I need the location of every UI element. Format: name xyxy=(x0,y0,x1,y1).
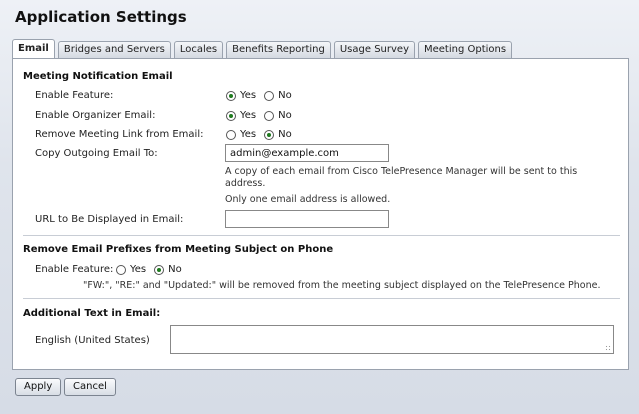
tab-email[interactable]: Email xyxy=(12,39,55,58)
prefixes-enable-radio-group xyxy=(116,264,190,275)
settings-panel xyxy=(12,58,629,370)
remove-link-label: Remove Meeting Link from Email: xyxy=(35,129,204,140)
prefixes-help-text: "FW:", "RE:" and "Updated:" will be removed from the meeting subject displayed on the TelePresence Phone. xyxy=(83,280,601,291)
tab-bridges-and-servers[interactable]: Bridges and Servers xyxy=(58,41,171,58)
apply-button[interactable]: Apply xyxy=(15,378,61,396)
copy-to-email-input[interactable] xyxy=(225,144,389,162)
enable-feature-yes-radio[interactable] xyxy=(226,91,236,101)
prefixes-enable-no-label: No xyxy=(168,264,182,275)
tab-meeting-options[interactable]: Meeting Options xyxy=(418,41,512,58)
prefixes-enable-no-radio[interactable] xyxy=(154,265,164,275)
resize-grip-icon[interactable] xyxy=(605,345,611,351)
remove-link-yes-label: Yes xyxy=(240,129,257,140)
page-title: Application Settings xyxy=(15,8,187,26)
section-divider xyxy=(23,235,620,236)
cancel-button[interactable]: Cancel xyxy=(64,378,116,396)
enable-organizer-no-label: No xyxy=(278,110,292,121)
copy-to-label: Copy Outgoing Email To: xyxy=(35,148,158,159)
section-title-meeting-notification: Meeting Notification Email xyxy=(23,71,173,82)
url-label: URL to Be Displayed in Email: xyxy=(35,214,184,225)
tab-locales[interactable]: Locales xyxy=(174,41,223,58)
url-input[interactable] xyxy=(225,210,389,228)
prefixes-enable-feature-label: Enable Feature: xyxy=(35,264,114,275)
remove-link-radio-group xyxy=(226,129,300,140)
prefixes-enable-yes-label: Yes xyxy=(130,264,147,275)
enable-feature-radio-group xyxy=(226,90,300,101)
enable-organizer-yes-radio[interactable] xyxy=(226,111,236,121)
tab-benefits-reporting[interactable]: Benefits Reporting xyxy=(226,41,331,58)
remove-link-no-label: No xyxy=(278,129,292,140)
copy-to-help-line-3: Only one email address is allowed. xyxy=(225,194,391,205)
enable-organizer-no-radio[interactable] xyxy=(264,111,274,121)
enable-organizer-yes-label: Yes xyxy=(240,110,257,121)
enable-feature-no-radio[interactable] xyxy=(264,91,274,101)
enable-organizer-radio-group xyxy=(226,110,300,121)
copy-to-help-line-1: A copy of each email from Cisco TelePresence Manager will be sent to this xyxy=(225,166,578,177)
locale-label: English (United States) xyxy=(35,335,150,346)
enable-feature-no-label: No xyxy=(278,90,292,101)
copy-to-help-line-2: address. xyxy=(225,178,266,189)
additional-text-area[interactable] xyxy=(170,325,614,354)
remove-link-yes-radio[interactable] xyxy=(226,130,236,140)
prefixes-enable-yes-radio[interactable] xyxy=(116,265,126,275)
section-divider xyxy=(23,298,620,299)
tab-bar xyxy=(12,40,515,58)
section-title-remove-prefixes: Remove Email Prefixes from Meeting Subject on Phone xyxy=(23,244,334,255)
tab-usage-survey[interactable]: Usage Survey xyxy=(334,41,415,58)
enable-organizer-label: Enable Organizer Email: xyxy=(35,110,156,121)
remove-link-no-radio[interactable] xyxy=(264,130,274,140)
enable-feature-yes-label: Yes xyxy=(240,90,257,101)
enable-feature-label: Enable Feature: xyxy=(35,90,114,101)
section-title-additional-text: Additional Text in Email: xyxy=(23,308,161,319)
